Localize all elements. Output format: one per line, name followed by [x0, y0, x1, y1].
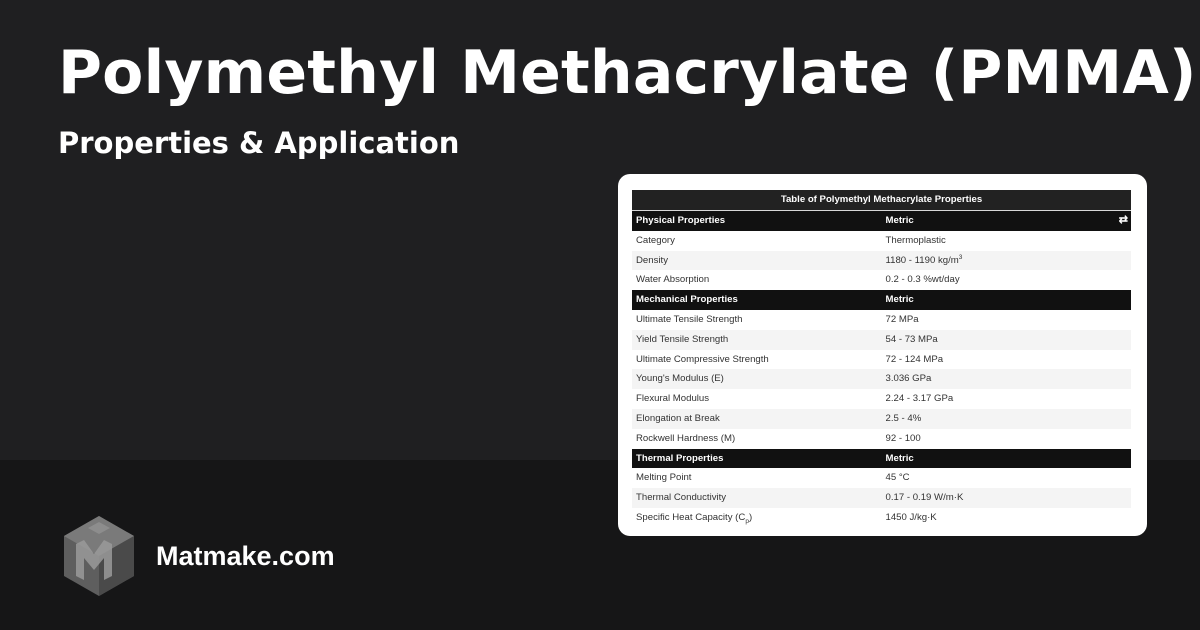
property-value: 0.2 - 0.3 %wt/day [882, 270, 1132, 290]
table-caption: Table of Polymethyl Methacrylate Properties [632, 190, 1131, 211]
property-value: 2.24 - 3.17 GPa [882, 389, 1132, 409]
table-row [632, 429, 1131, 449]
property-value: 92 - 100 [882, 429, 1132, 449]
property-value: 72 MPa [882, 310, 1132, 330]
unit-label: Metric [882, 449, 1132, 469]
properties-table [632, 190, 1131, 528]
brand[interactable] [62, 514, 335, 598]
property-value: 54 - 73 MPa [882, 330, 1132, 350]
section-header-physical [632, 211, 1131, 231]
property-value: 1450 J/kg·K [882, 508, 1132, 528]
property-subscript: p [745, 517, 749, 525]
property-value: 45 °C [882, 468, 1132, 488]
table-row [632, 310, 1131, 330]
property-name: Water Absorption [632, 270, 882, 290]
property-value: 72 - 124 MPa [882, 350, 1132, 370]
matmake-cube-logo-icon [62, 514, 136, 598]
table-row [632, 251, 1131, 271]
property-name: Flexural Modulus [632, 389, 882, 409]
table-row [632, 231, 1131, 251]
property-name: Elongation at Break [632, 409, 882, 429]
table-row [632, 468, 1131, 488]
swap-arrows-icon[interactable]: ⇄ [1118, 214, 1128, 226]
section-header-thermal [632, 449, 1131, 469]
property-name: Ultimate Tensile Strength [632, 310, 882, 330]
property-name: Young's Modulus (E) [632, 369, 882, 389]
section-heading: Physical Properties [632, 211, 882, 231]
table-caption-row [632, 190, 1131, 211]
property-name: Density [632, 251, 882, 271]
value-superscript: 3 [958, 253, 963, 261]
property-value: 0.17 - 0.19 W/m·K [882, 488, 1132, 508]
property-name: Category [632, 231, 882, 251]
table-row [632, 409, 1131, 429]
brand-name[interactable]: Matmake.com [156, 540, 335, 571]
table-row [632, 350, 1131, 370]
page-title: Polymethyl Methacrylate (PMMA) [58, 38, 1197, 108]
section-header-mechanical [632, 290, 1131, 310]
table-row [632, 488, 1131, 508]
property-value-cell [882, 251, 1132, 271]
table-row [632, 330, 1131, 350]
section-heading: Mechanical Properties [632, 290, 882, 310]
property-value: 1180 - 1190 kg/m [885, 254, 959, 266]
section-heading: Thermal Properties [632, 449, 882, 469]
unit-label: Metric [882, 290, 1132, 310]
property-name-cell [632, 508, 882, 528]
table-row [632, 369, 1131, 389]
page-subtitle: Properties & Application [58, 126, 460, 160]
table-row [632, 389, 1131, 409]
table-row [632, 270, 1131, 290]
property-name: Yield Tensile Strength [632, 330, 882, 350]
property-name: Thermal Conductivity [632, 488, 882, 508]
property-name: Rockwell Hardness (M) [632, 429, 882, 449]
properties-card [618, 174, 1147, 536]
property-name: Melting Point [632, 468, 882, 488]
property-value: 3.036 GPa [882, 369, 1132, 389]
property-value: 2.5 - 4% [882, 409, 1132, 429]
property-name: Specific Heat Capacity (C [636, 511, 746, 523]
table-row [632, 508, 1131, 528]
unit-label: Metric [885, 215, 914, 226]
property-value: Thermoplastic [882, 231, 1132, 251]
unit-column-header[interactable] [882, 211, 1132, 231]
property-name: Ultimate Compressive Strength [632, 350, 882, 370]
property-name-suffix: ) [748, 511, 753, 523]
